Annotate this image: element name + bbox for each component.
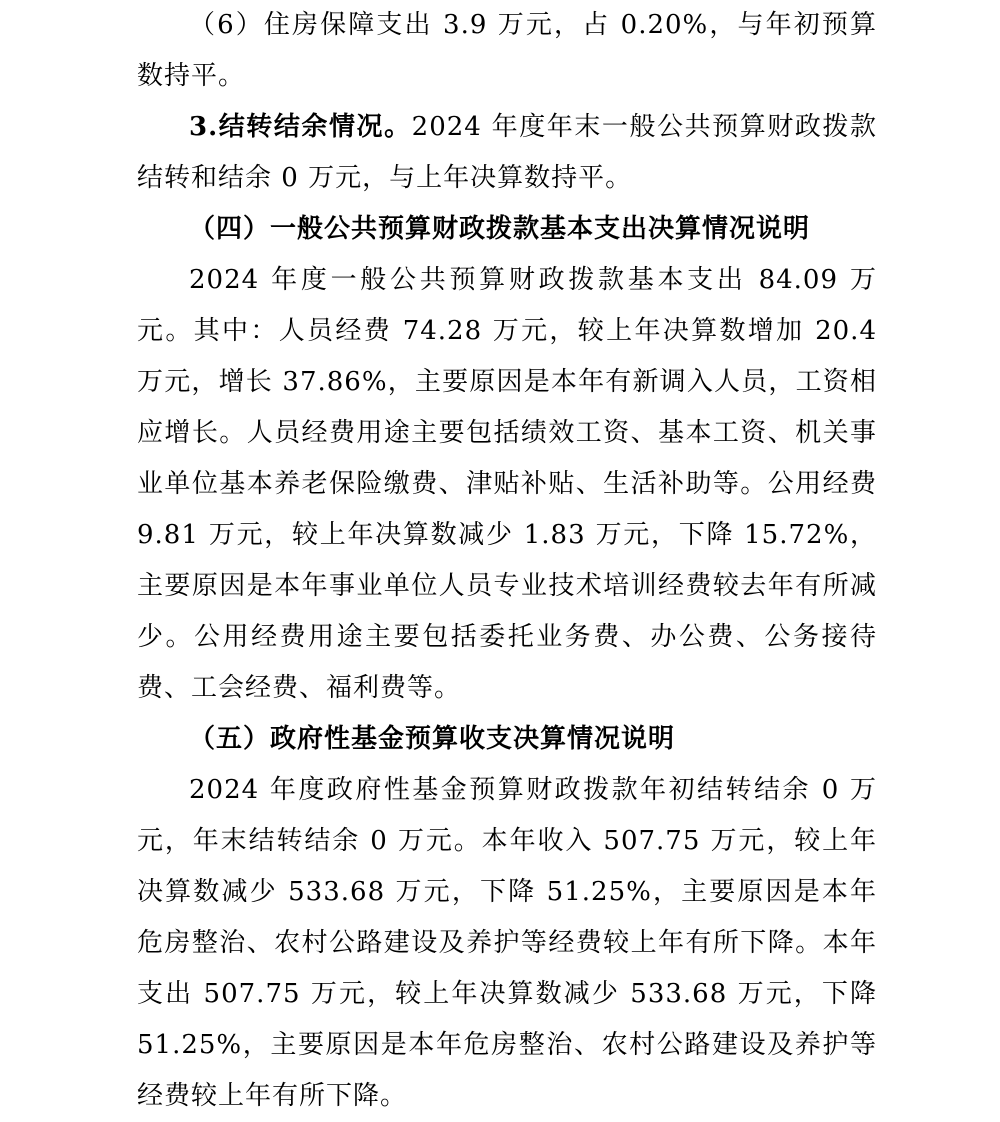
carryover-lead: 3.结转结余情况。 bbox=[189, 112, 412, 142]
housing-paragraph: （6）住房保障支出 3.9 万元，占 0.20%，与年初预算数持平。 bbox=[137, 10, 877, 91]
document-page bbox=[137, 0, 877, 1122]
section-4-body: 2024 年度一般公共预算财政拨款基本支出 84.09 万元。其中：人员经费 74.28 万元，较上年决算数增加 20.4 万元，增长 37.86%，主要原因是本年有新调入人员，工资相应增长。人员经费用途主要包括绩效工资、基本工资、机关事业单位基本养老保险缴费、津贴补贴、生活补助等。公用经费 9.81 万元，较上年决算数减少 1.83 万元，下降 15.72%，主要原因是本年事业单位人员专业技术培训经费较去年有所减少。公用经费用途主要包括委托业务费、办公费、公务接待费、工会经费、福利费等。 bbox=[137, 265, 877, 703]
section-5-body: 2024 年度政府性基金预算财政拨款年初结转结余 0 万元，年末结转结余 0 万元。本年收入 507.75 万元，较上年决算数减少 533.68 万元，下降 51.25%，主要原因是本年危房整治、农村公路建设及养护等经费较上年有所下降。本年支出 507.75 万元，较上年决算数减少 533.68 万元，下降 51.25%，主要原因是本年危房整治、农村公路建设及养护等经费较上年有所下降。 bbox=[137, 775, 877, 1111]
section-5-heading: （五）政府性基金预算收支决算情况说明 bbox=[189, 724, 676, 754]
carryover-paragraph bbox=[137, 102, 877, 204]
section-4-heading: （四）一般公共预算财政拨款基本支出决算情况说明 bbox=[189, 214, 811, 244]
carryover-body: 2024 年度年末一般公共预算财政拨款结转和结余 0 万元，与上年决算数持平。 bbox=[137, 112, 877, 193]
